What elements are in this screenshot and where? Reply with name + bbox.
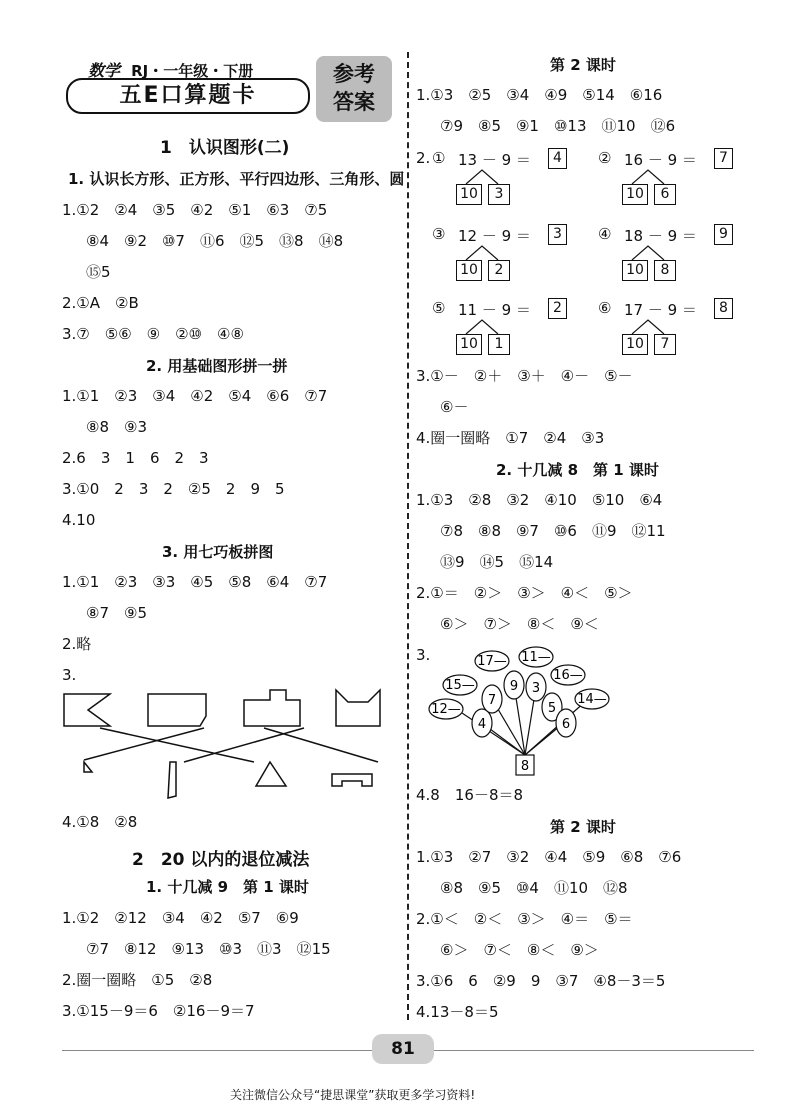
- problem-number: ②: [598, 149, 612, 167]
- decomposition-problem: [598, 222, 758, 286]
- split-lines: [452, 244, 512, 260]
- ones-box: 6: [654, 184, 676, 205]
- tangram-piece: [332, 774, 372, 786]
- problem-expression: 12 － 9 ＝: [458, 227, 531, 245]
- tangram-piece: [256, 762, 286, 786]
- inner-petal-label: 6: [561, 717, 571, 732]
- subject-label: 数学: [88, 61, 121, 80]
- answer-line: ⑮5: [86, 263, 111, 281]
- answer-line: ⑦9 ⑧5 ⑨1 ⑩13 ⑪10 ⑫6: [440, 117, 676, 135]
- problem-number: ④: [598, 225, 612, 243]
- tangram-shape-3: [244, 690, 300, 726]
- tens-box: 10: [456, 184, 482, 205]
- answer-line: ⑧4 ⑨2 ⑩7 ⑪6 ⑫5 ⑬8 ⑭8: [86, 232, 344, 250]
- problem-number: ⑥: [598, 299, 612, 317]
- section-1-title: 1. 认识长方形、正方形、平行四边形、三角形、圆: [68, 170, 405, 188]
- answer-line: 1.①3 ②8 ③2 ④10 ⑤10 ⑥4: [416, 491, 663, 509]
- answer-line: 3.①0 2 3 2 ②5 2 9 5: [62, 480, 285, 498]
- inner-petal-label: 3: [531, 681, 541, 696]
- answer-line: ⑧8 ⑨5 ⑩4 ⑪10 ⑫8: [440, 879, 628, 897]
- ones-box: 8: [654, 260, 676, 281]
- right-section-2-title: 2. 十几减 8 第 1 课时: [496, 461, 659, 479]
- answer-line: 3.⑦ ⑤⑥ ⑨ ②⑩ ④⑧: [62, 325, 244, 343]
- answer-box: 7: [714, 148, 733, 169]
- answer-prefix: 2.: [416, 149, 431, 167]
- edition-label: RJ・一年级・下册: [131, 62, 254, 80]
- split-lines: [618, 168, 678, 184]
- outer-petal-label: 16—: [553, 668, 583, 683]
- split-lines: [618, 318, 678, 334]
- decomposition-problem: [432, 296, 592, 360]
- answer-line: 1.①1 ②3 ③4 ④2 ⑤4 ⑥6 ⑦7: [62, 387, 328, 405]
- answer-line: 3.①15－9＝6 ②16－9＝7: [62, 1002, 255, 1020]
- ones-box: 7: [654, 334, 676, 355]
- answer-line: ⑥－: [440, 398, 469, 416]
- answer-line: 4.①8 ②8: [62, 813, 138, 831]
- problem-number: ③: [432, 225, 446, 243]
- right-section-1-title: 第 2 课时: [550, 56, 616, 74]
- answer-line: ⑧7 ⑨5: [86, 604, 147, 622]
- answer-line: ⑬9 ⑭5 ⑮14: [440, 553, 554, 571]
- tens-box: 10: [622, 260, 648, 281]
- answer-line: 1.①2 ②4 ③5 ④2 ⑤1 ⑥3 ⑦5: [62, 201, 328, 219]
- footer-note: 关注微信公众号“捷思课堂”获取更多学习资料!: [230, 1088, 476, 1102]
- answer-line: ⑦8 ⑧8 ⑨7 ⑩6 ⑪9 ⑫11: [440, 522, 666, 540]
- answer-line: ⑧8 ⑨3: [86, 418, 147, 436]
- flower-fan-diagram: [426, 643, 626, 778]
- problem-expression: 18 － 9 ＝: [624, 227, 697, 245]
- decomposition-problem: [598, 296, 758, 360]
- answer-line: 1.①3 ②5 ③4 ④9 ⑤14 ⑥16: [416, 86, 663, 104]
- answer-line: ⑦7 ⑧12 ⑨13 ⑩3 ⑪3 ⑫15: [86, 940, 331, 958]
- page-number: 81: [372, 1034, 434, 1064]
- match-line: [184, 728, 304, 762]
- answer-line: 3.①－ ②＋ ③＋ ④－ ⑤－: [416, 367, 633, 385]
- ones-box: 3: [488, 184, 510, 205]
- unit-1-title: 1 认识图形(二): [160, 138, 290, 158]
- split-lines: [452, 318, 512, 334]
- answer-line: 3.: [416, 646, 431, 664]
- right-section-3-title: 第 2 课时: [550, 818, 616, 836]
- section-2-title: 2. 用基础图形拼一拼: [146, 357, 288, 375]
- answer-line: 4.10: [62, 511, 96, 529]
- tens-box: 10: [622, 184, 648, 205]
- answer-badge: [316, 56, 392, 122]
- tangram-piece: [84, 762, 92, 772]
- decomposition-problem: [432, 146, 592, 210]
- outer-petal-label: 15—: [445, 678, 475, 693]
- problem-expression: 13 － 9 ＝: [458, 151, 531, 169]
- answer-line: 2.①＝ ②＞ ③＞ ④＜ ⑤＞: [416, 584, 633, 602]
- badge-bottom-text: 答案: [333, 90, 375, 114]
- problem-expression: 17 － 9 ＝: [624, 301, 697, 319]
- outer-petal-label: 12—: [431, 702, 461, 717]
- outer-petal-label: 14—: [577, 692, 607, 707]
- decomposition-problem: [432, 222, 592, 286]
- problem-expression: 11 － 9 ＝: [458, 301, 531, 319]
- ones-box: 2: [488, 260, 510, 281]
- answer-box: 4: [548, 148, 567, 169]
- outer-petal-label: 17—: [477, 654, 507, 669]
- answer-box: 9: [714, 224, 733, 245]
- answer-line: 2.①A ②B: [62, 294, 139, 312]
- answer-line: 4.圈一圈略 ①7 ②4 ③3: [416, 429, 605, 447]
- answer-line: 2.6 3 1 6 2 3: [62, 449, 209, 467]
- split-lines: [452, 168, 512, 184]
- answer-line: 4.8 16－8＝8: [416, 786, 524, 804]
- answer-line: ⑥＞ ⑦＞ ⑧＜ ⑨＜: [440, 615, 599, 633]
- tangram-shape-1: [64, 694, 110, 726]
- tangram-shape-4: [336, 690, 380, 726]
- tangram-shape-2: [148, 694, 206, 726]
- answer-line: 1.①2 ②12 ③4 ④2 ⑤7 ⑥9: [62, 909, 299, 927]
- section-3-title: 3. 用七巧板拼图: [162, 543, 274, 561]
- match-line: [84, 728, 204, 760]
- inner-petal-label: 7: [487, 693, 497, 708]
- answer-box: 8: [714, 298, 733, 319]
- outer-petal-label: 11—: [521, 650, 551, 665]
- tangram-piece: [168, 762, 176, 798]
- problem-number: ⑤: [432, 299, 446, 317]
- match-line: [264, 728, 378, 762]
- answer-box: 3: [548, 224, 567, 245]
- problem-number: ①: [432, 149, 446, 167]
- section-4-title: 1. 十几减 9 第 1 课时: [146, 878, 309, 896]
- answer-line: 1.①3 ②7 ③2 ④4 ⑤9 ⑥8 ⑦6: [416, 848, 682, 866]
- answer-line: 4.13－8＝5: [416, 1003, 499, 1021]
- unit-2-title: 2 20 以内的退位减法: [132, 850, 310, 870]
- inner-petal-label: 9: [509, 679, 519, 694]
- tens-box: 10: [456, 260, 482, 281]
- badge-top-text: 参考: [333, 62, 375, 86]
- answer-line: 3.: [62, 666, 77, 684]
- answer-line: 2.略: [62, 635, 92, 653]
- answer-line: 2.圈一圈略 ①5 ②8: [62, 971, 213, 989]
- split-lines: [618, 244, 678, 260]
- answer-line: 2.①＜ ②＜ ③＞ ④＝ ⑤＝: [416, 910, 633, 928]
- tens-box: 10: [456, 334, 482, 355]
- answer-line: ⑥＞ ⑦＜ ⑧＜ ⑨＞: [440, 941, 599, 959]
- tens-box: 10: [622, 334, 648, 355]
- center-label: 8: [520, 759, 530, 774]
- tangram-matching-diagram: [60, 686, 405, 804]
- decomposition-problem: [598, 146, 758, 210]
- answer-box: 2: [548, 298, 567, 319]
- ones-box: 1: [488, 334, 510, 355]
- inner-petal-label: 5: [547, 701, 557, 716]
- column-divider: [407, 52, 409, 1020]
- match-line: [100, 728, 254, 762]
- problem-expression: 16 － 9 ＝: [624, 151, 697, 169]
- answer-line: 3.①6 6 ②9 9 ③7 ④8－3＝5: [416, 972, 666, 990]
- brand-logo: 五E口算题卡: [66, 78, 310, 114]
- inner-petal-label: 4: [477, 717, 487, 732]
- answer-line: 1.①1 ②3 ③3 ④5 ⑤8 ⑥4 ⑦7: [62, 573, 328, 591]
